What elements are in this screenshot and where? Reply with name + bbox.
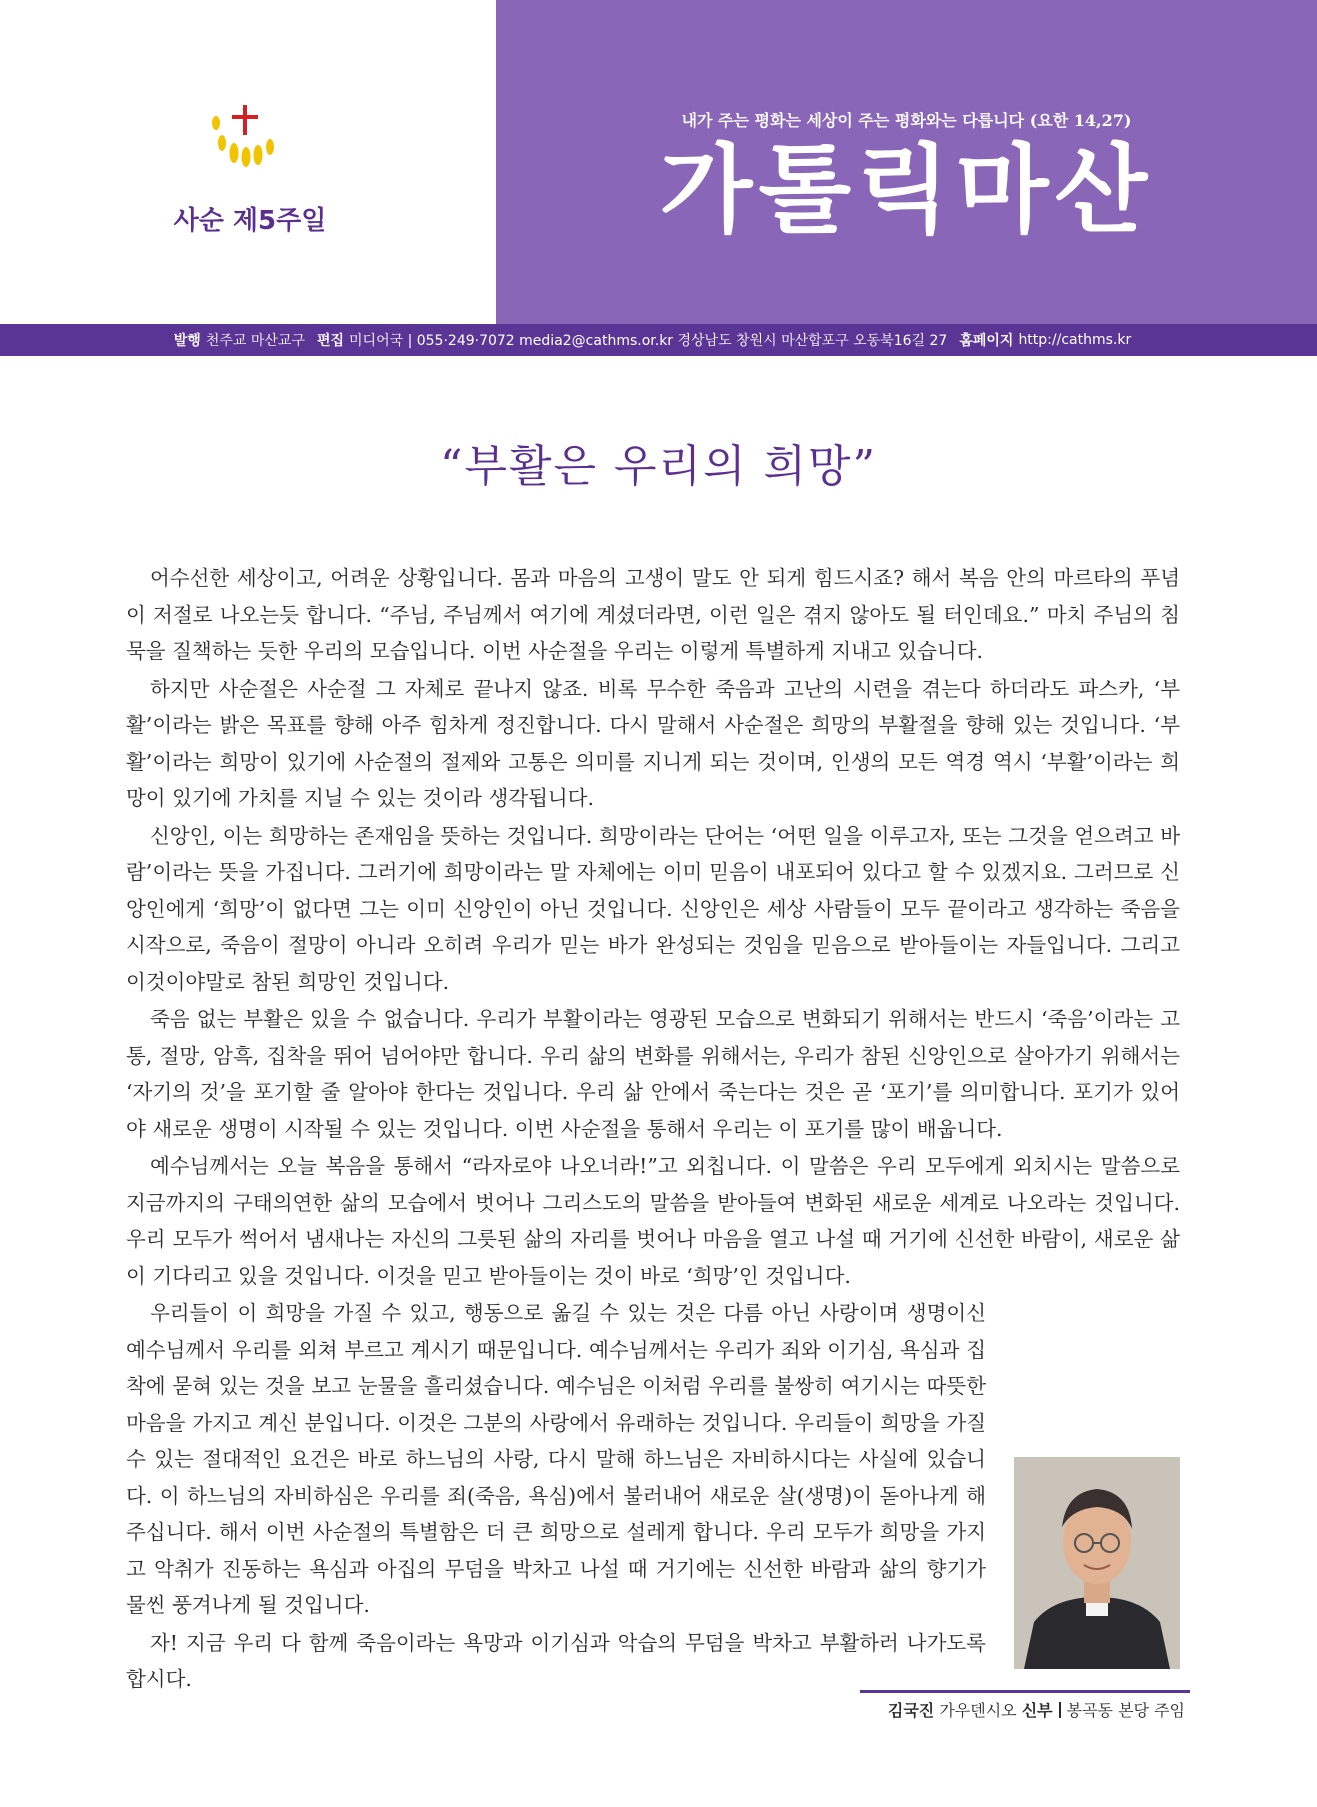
- paragraph: 어수선한 세상이고, 어려운 상황입니다. 몸과 마음의 고생이 말도 안 되게 힘드시죠? 해서 복음 안의 마르타의 푸념이 저절로 나오는듯 합니다. “주님, 주님께서 여기에 계셨더라면, 이런 일은 겪지 않아도 될 터인데요.” 마치 주님의 침묵을 질책하는 듯한 우리의 모습입니다. 이번 사순절을 우리는 이렇게 특별하게 지내고 있습니다.: [126, 566, 1180, 663]
- masthead-panel: [496, 0, 1317, 324]
- author-name: 김국진: [887, 1701, 935, 1720]
- paragraph: 우리들이 이 희망을 가질 수 있고, 행동으로 옮길 수 있는 것은 다름 아닌 사랑이며 생명이신 예수님께서 우리를 외쳐 부르고 계시기 때문입니다. 예수님께서는 우리가 죄와 이기심, 욕심과 집착에 묻혀 있는 것을 보고 눈물을 흘리셨습니다. 예수님은 이처럼 우리를 불쌍히 여기시는 따뜻한 마음을 가지고 계신 분입니다. 이것은 그분의 사랑에서 유래하는 것입니다. 우리들이 희망을 가질 수 있는 절대적인 요건은 바로 하느님의 사랑, 다시 말해 하느님은 자비하시다는 사실에 있습니다. 이 하느님의 자비하심은 우리를 죄(죽음, 욕심)에서 불러내어 새로운 살(생명)이 돋아나게 해 주십니다. 해서 이번 사순절의 특별함은 더 큰 희망으로 설레게 합니다. 우리 모두가 희망을 가지고 악취가 진동하는 욕심과 아집의 무덤을 박차고 나설 때 거기에는 신선한 바람과 삶의 향기가 물씬 풍겨나게 될 것입니다.: [126, 1301, 986, 1617]
- article-title: “부활은 우리의 희망”: [440, 441, 877, 492]
- cross-logo-icon: [210, 105, 280, 185]
- author-title: 신부: [1021, 1701, 1053, 1720]
- separator: [1059, 1702, 1061, 1718]
- priest-portrait-icon: [1014, 1457, 1180, 1669]
- paragraph: 신앙인, 이는 희망하는 존재임을 뜻하는 것입니다. 희망이라는 단어는 ‘어떤 일을 이루고자, 또는 그것을 얻으려고 바람’이라는 뜻을 가집니다. 그러기에 희망이라는 말 자체에는 이미 믿음이 내포되어 있다고 할 수 있겠지요. 그러므로 신앙인에게 ‘희망’이 없다면 그는 이미 신앙인이 아닌 것입니다. 신앙인은 세상 사람들이 모두 끝이라고 생각하는 죽음을 시작으로, 죽음이 절망이 아니라 오히려 우리가 믿는 바가 완성되는 것임을 믿음으로 받아들이는 자들입니다. 그리고 이것이야말로 참된 희망인 것입니다.: [126, 823, 1180, 994]
- editor-contact: 미디어국 | 055·249·7072 media2@cathms.or.kr 경상남도 창원시 마산합포구 오동북16길 27: [349, 333, 948, 349]
- author-photo: [1014, 1457, 1180, 1669]
- author-baptismal-name: 가우덴시오: [939, 1701, 1017, 1720]
- paragraph: 죽음 없는 부활은 있을 수 없습니다. 우리가 부활이라는 영광된 모습으로 변화되기 위해서는 반드시 ‘죽음’이라는 고통, 절망, 암흑, 집착을 뛰어 넘어야만 합니다. 우리 삶의 변화를 위해서는, 우리가 참된 신앙인으로 살아가기 위해서는 ‘자기의 것’을 포기할 줄 알아야 한다는 것입니다. 우리 삶 안에서 죽는다는 것은 곧 ‘포기’를 의미합니다. 포기가 있어야 새로운 생명이 시작될 수 있는 것입니다. 이번 사순절을 통해서 우리는 이 포기를 많이 배웁니다.: [126, 1007, 1180, 1141]
- publication-info-bar: [0, 324, 1317, 356]
- publisher-label: 발행: [173, 333, 201, 349]
- editor-label: 편집: [316, 333, 345, 349]
- liturgical-season: 사순 제5주일: [173, 206, 327, 236]
- paragraph: 예수님께서는 오늘 복음을 통해서 “라자로야 나오너라!”고 외칩니다. 이 말씀은 우리 모두에게 외치시는 말씀으로 지금까지의 구태의연한 삶의 모습에서 벗어나 그리스도의 말씀을 받아들여 변화된 새로운 세계로 나오라는 것입니다. 우리 모두가 썩어서 냄새나는 자신의 그릇된 삶의 자리를 벗어나 마음을 열고 나설 때 거기에 신선한 바람이, 새로운 삶이 기다리고 있을 것입니다. 이것을 믿고 받아들이는 것이 바로 ‘희망’인 것입니다.: [126, 1154, 1180, 1288]
- signature-divider: [860, 1690, 1190, 1693]
- publisher: 천주교 마산교구: [205, 333, 305, 349]
- motto-text: 내가 주는 평화는 세상이 주는 평화와는 다릅니다 (요한 14,27): [681, 111, 1132, 130]
- masthead-title: 가톨릭마산: [659, 134, 1154, 246]
- author-parish: 봉곡동 본당 주임: [1066, 1701, 1185, 1720]
- paragraph: 자! 지금 우리 다 함께 죽음이라는 욕망과 이기심과 악습의 무덤을 박차고 부활하러 나가도록 합시다.: [126, 1630, 986, 1691]
- paragraph: 하지만 사순절은 사순절 그 자체로 끝나지 않죠. 비록 무수한 죽음과 고난의 시련을 겪는다 하더라도 파스카, ‘부활’이라는 밝은 목표를 향해 아주 힘차게 정진합니다. 다시 말해서 사순절은 희망의 부활절을 향해 있는 것입니다. ‘부활’이라는 희망이 있기에 사순절의 절제와 고통은 의미를 지니게 되는 것이며, 인생의 모든 역경 역시 ‘부활’이라는 희망이 있기에 가치를 지닐 수 있는 것이라 생각됩니다.: [126, 676, 1180, 810]
- author-signature: [840, 1698, 1185, 1721]
- homepage-label: 홈페이지: [959, 333, 1014, 349]
- header-left-panel: [0, 0, 496, 324]
- homepage-link[interactable]: http://cathms.kr: [1018, 332, 1132, 348]
